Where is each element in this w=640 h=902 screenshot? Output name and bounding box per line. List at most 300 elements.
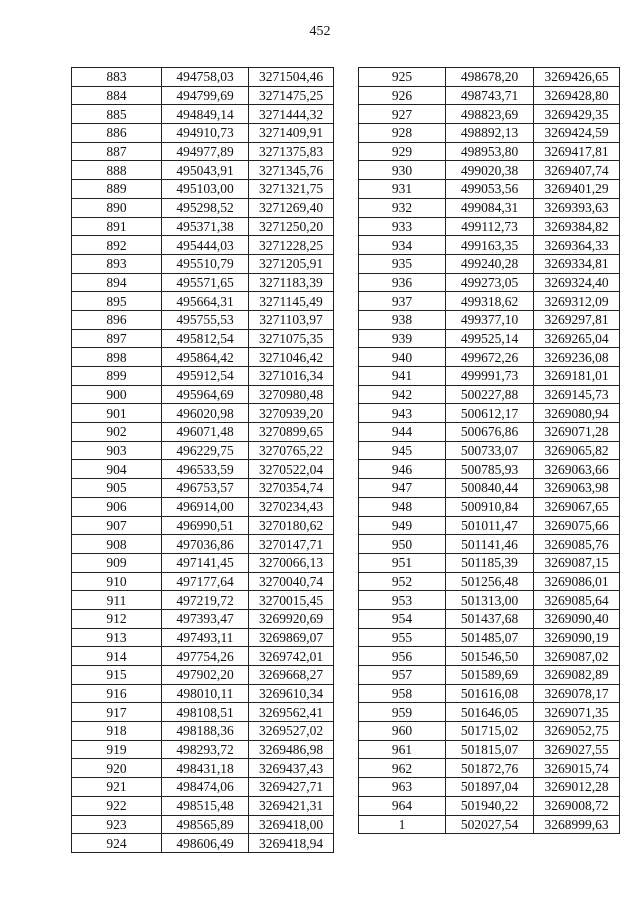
point-number-cell: 883 (72, 68, 162, 87)
y-coordinate-cell: 3269407,74 (534, 161, 620, 180)
table-row (72, 759, 334, 778)
table-row (72, 740, 334, 759)
y-coordinate-cell: 3270234,43 (249, 497, 334, 516)
table-row (359, 591, 620, 610)
point-number-cell: 928 (359, 124, 446, 143)
point-number-cell: 911 (72, 591, 162, 610)
table-row (72, 198, 334, 217)
point-number-cell: 934 (359, 236, 446, 255)
x-coordinate-cell: 494910,73 (162, 124, 249, 143)
table-row (72, 124, 334, 143)
table-row (72, 497, 334, 516)
x-coordinate-cell: 497393,47 (162, 609, 249, 628)
table-row (72, 796, 334, 815)
x-coordinate-cell: 494977,89 (162, 142, 249, 161)
point-number-cell: 905 (72, 479, 162, 498)
point-number-cell: 935 (359, 254, 446, 273)
y-coordinate-cell: 3271075,35 (249, 329, 334, 348)
table-row (359, 815, 620, 834)
y-coordinate-cell: 3269869,07 (249, 628, 334, 647)
table-row (72, 722, 334, 741)
table-row (359, 161, 620, 180)
x-coordinate-cell: 495664,31 (162, 292, 249, 311)
x-coordinate-cell: 501872,76 (446, 759, 534, 778)
y-coordinate-cell: 3271046,42 (249, 348, 334, 367)
x-coordinate-cell: 498606,49 (162, 834, 249, 853)
point-number-cell: 906 (72, 497, 162, 516)
table-row (359, 198, 620, 217)
x-coordinate-cell: 498678,20 (446, 68, 534, 87)
point-number-cell: 909 (72, 553, 162, 572)
y-coordinate-cell: 3269428,80 (534, 86, 620, 105)
table-row (359, 666, 620, 685)
y-coordinate-cell: 3269421,31 (249, 796, 334, 815)
point-number-cell: 922 (72, 796, 162, 815)
y-coordinate-cell: 3269087,15 (534, 553, 620, 572)
point-number-cell: 950 (359, 535, 446, 554)
y-coordinate-cell: 3269920,69 (249, 609, 334, 628)
y-coordinate-cell: 3269086,01 (534, 572, 620, 591)
x-coordinate-cell: 498953,80 (446, 142, 534, 161)
point-number-cell: 925 (359, 68, 446, 87)
point-number-cell: 959 (359, 703, 446, 722)
point-number-cell: 894 (72, 273, 162, 292)
x-coordinate-cell: 501589,69 (446, 666, 534, 685)
table-row (72, 254, 334, 273)
y-coordinate-cell: 3271409,91 (249, 124, 334, 143)
y-coordinate-cell: 3269090,19 (534, 628, 620, 647)
x-coordinate-cell: 500733,07 (446, 441, 534, 460)
y-coordinate-cell: 3269082,89 (534, 666, 620, 685)
y-coordinate-cell: 3269063,98 (534, 479, 620, 498)
x-coordinate-cell: 496753,57 (162, 479, 249, 498)
table-row (72, 553, 334, 572)
x-coordinate-cell: 498108,51 (162, 703, 249, 722)
x-coordinate-cell: 498892,13 (446, 124, 534, 143)
point-number-cell: 912 (72, 609, 162, 628)
table-row (359, 142, 620, 161)
point-number-cell: 964 (359, 796, 446, 815)
point-number-cell: 948 (359, 497, 446, 516)
table-row (359, 441, 620, 460)
x-coordinate-cell: 499318,62 (446, 292, 534, 311)
point-number-cell: 888 (72, 161, 162, 180)
table-row (359, 740, 620, 759)
table-row (359, 703, 620, 722)
point-number-cell: 886 (72, 124, 162, 143)
table-row (72, 628, 334, 647)
y-coordinate-cell: 3271250,20 (249, 217, 334, 236)
y-coordinate-cell: 3269265,04 (534, 329, 620, 348)
point-number-cell: 930 (359, 161, 446, 180)
table-row (72, 815, 334, 834)
x-coordinate-cell: 497219,72 (162, 591, 249, 610)
y-coordinate-cell: 3271345,76 (249, 161, 334, 180)
y-coordinate-cell: 3270980,48 (249, 385, 334, 404)
x-coordinate-cell: 498515,48 (162, 796, 249, 815)
y-coordinate-cell: 3269067,65 (534, 497, 620, 516)
x-coordinate-cell: 495812,54 (162, 329, 249, 348)
y-coordinate-cell: 3269087,02 (534, 647, 620, 666)
table-row (359, 348, 620, 367)
table-row (72, 142, 334, 161)
table-row (72, 404, 334, 423)
point-number-cell: 954 (359, 609, 446, 628)
x-coordinate-cell: 501485,07 (446, 628, 534, 647)
table-row (359, 497, 620, 516)
point-number-cell: 890 (72, 198, 162, 217)
table-row (72, 105, 334, 124)
y-coordinate-cell: 3270066,13 (249, 553, 334, 572)
point-number-cell: 921 (72, 778, 162, 797)
y-coordinate-cell: 3270939,20 (249, 404, 334, 423)
point-number-cell: 887 (72, 142, 162, 161)
x-coordinate-cell: 502027,54 (446, 815, 534, 834)
x-coordinate-cell: 494849,14 (162, 105, 249, 124)
y-coordinate-cell: 3271145,49 (249, 292, 334, 311)
x-coordinate-cell: 499112,73 (446, 217, 534, 236)
x-coordinate-cell: 495864,42 (162, 348, 249, 367)
table-row (359, 759, 620, 778)
table-row (72, 516, 334, 535)
x-coordinate-cell: 498431,18 (162, 759, 249, 778)
y-coordinate-cell: 3270147,71 (249, 535, 334, 554)
point-number-cell: 893 (72, 254, 162, 273)
x-coordinate-cell: 499053,56 (446, 180, 534, 199)
y-coordinate-cell: 3269418,00 (249, 815, 334, 834)
y-coordinate-cell: 3269012,28 (534, 778, 620, 797)
x-coordinate-cell: 499273,05 (446, 273, 534, 292)
point-number-cell: 1 (359, 815, 446, 834)
table-row (72, 68, 334, 87)
x-coordinate-cell: 499240,28 (446, 254, 534, 273)
point-number-cell: 941 (359, 367, 446, 386)
point-number-cell: 899 (72, 367, 162, 386)
x-coordinate-cell: 498743,71 (446, 86, 534, 105)
y-coordinate-cell: 3271444,32 (249, 105, 334, 124)
point-number-cell: 892 (72, 236, 162, 255)
table-row (359, 722, 620, 741)
point-number-cell: 957 (359, 666, 446, 685)
y-coordinate-cell: 3269418,94 (249, 834, 334, 853)
x-coordinate-cell: 501646,05 (446, 703, 534, 722)
x-coordinate-cell: 501141,46 (446, 535, 534, 554)
point-number-cell: 940 (359, 348, 446, 367)
point-number-cell: 895 (72, 292, 162, 311)
x-coordinate-cell: 495298,52 (162, 198, 249, 217)
y-coordinate-cell: 3269610,34 (249, 684, 334, 703)
y-coordinate-cell: 3269236,08 (534, 348, 620, 367)
y-coordinate-cell: 3271269,40 (249, 198, 334, 217)
table-row (72, 441, 334, 460)
y-coordinate-cell: 3269090,40 (534, 609, 620, 628)
x-coordinate-cell: 500785,93 (446, 460, 534, 479)
x-coordinate-cell: 501815,07 (446, 740, 534, 759)
y-coordinate-cell: 3270015,45 (249, 591, 334, 610)
y-coordinate-cell: 3269364,33 (534, 236, 620, 255)
x-coordinate-cell: 500676,86 (446, 423, 534, 442)
x-coordinate-cell: 501011,47 (446, 516, 534, 535)
y-coordinate-cell: 3269145,73 (534, 385, 620, 404)
x-coordinate-cell: 501715,02 (446, 722, 534, 741)
x-coordinate-cell: 495371,38 (162, 217, 249, 236)
x-coordinate-cell: 499991,73 (446, 367, 534, 386)
table-row (72, 460, 334, 479)
y-coordinate-cell: 3271228,25 (249, 236, 334, 255)
y-coordinate-cell: 3269426,65 (534, 68, 620, 87)
point-number-cell: 910 (72, 572, 162, 591)
y-coordinate-cell: 3269078,17 (534, 684, 620, 703)
point-number-cell: 897 (72, 329, 162, 348)
point-number-cell: 919 (72, 740, 162, 759)
x-coordinate-cell: 500910,84 (446, 497, 534, 516)
x-coordinate-cell: 497493,11 (162, 628, 249, 647)
table-row (72, 161, 334, 180)
x-coordinate-cell: 496071,48 (162, 423, 249, 442)
table-row (72, 329, 334, 348)
table-row (359, 180, 620, 199)
table-row (359, 217, 620, 236)
point-number-cell: 956 (359, 647, 446, 666)
table-row (72, 703, 334, 722)
point-number-cell: 891 (72, 217, 162, 236)
point-number-cell: 953 (359, 591, 446, 610)
point-number-cell: 960 (359, 722, 446, 741)
table-row (359, 460, 620, 479)
y-coordinate-cell: 3269486,98 (249, 740, 334, 759)
table-row (359, 404, 620, 423)
y-coordinate-cell: 3269437,43 (249, 759, 334, 778)
y-coordinate-cell: 3269065,82 (534, 441, 620, 460)
y-coordinate-cell: 3269427,71 (249, 778, 334, 797)
y-coordinate-cell: 3271375,83 (249, 142, 334, 161)
point-number-cell: 898 (72, 348, 162, 367)
x-coordinate-cell: 500612,17 (446, 404, 534, 423)
table-row (359, 254, 620, 273)
x-coordinate-cell: 499084,31 (446, 198, 534, 217)
x-coordinate-cell: 498010,11 (162, 684, 249, 703)
x-coordinate-cell: 495510,79 (162, 254, 249, 273)
point-number-cell: 962 (359, 759, 446, 778)
x-coordinate-cell: 498293,72 (162, 740, 249, 759)
table-row (359, 105, 620, 124)
point-number-cell: 902 (72, 423, 162, 442)
point-number-cell: 923 (72, 815, 162, 834)
y-coordinate-cell: 3271321,75 (249, 180, 334, 199)
x-coordinate-cell: 496020,98 (162, 404, 249, 423)
y-coordinate-cell: 3269015,74 (534, 759, 620, 778)
y-coordinate-cell: 3269668,27 (249, 666, 334, 685)
x-coordinate-cell: 494758,03 (162, 68, 249, 87)
table-row (72, 236, 334, 255)
page-number: 452 (309, 24, 331, 39)
y-coordinate-cell: 3269384,82 (534, 217, 620, 236)
table-row (72, 423, 334, 442)
x-coordinate-cell: 501897,04 (446, 778, 534, 797)
table-row (72, 647, 334, 666)
x-coordinate-cell: 501546,50 (446, 647, 534, 666)
y-coordinate-cell: 3269393,63 (534, 198, 620, 217)
y-coordinate-cell: 3269334,81 (534, 254, 620, 273)
table-row (359, 367, 620, 386)
y-coordinate-cell: 3271103,97 (249, 310, 334, 329)
y-coordinate-cell: 3269401,29 (534, 180, 620, 199)
point-number-cell: 908 (72, 535, 162, 554)
y-coordinate-cell: 3270354,74 (249, 479, 334, 498)
table-row (72, 86, 334, 105)
x-coordinate-cell: 497902,20 (162, 666, 249, 685)
y-coordinate-cell: 3269027,55 (534, 740, 620, 759)
table-row (359, 423, 620, 442)
table-row (72, 217, 334, 236)
y-coordinate-cell: 3270522,04 (249, 460, 334, 479)
y-coordinate-cell: 3269052,75 (534, 722, 620, 741)
x-coordinate-cell: 501437,68 (446, 609, 534, 628)
point-number-cell: 933 (359, 217, 446, 236)
x-coordinate-cell: 498823,69 (446, 105, 534, 124)
point-number-cell: 915 (72, 666, 162, 685)
y-coordinate-cell: 3269297,81 (534, 310, 620, 329)
point-number-cell: 904 (72, 460, 162, 479)
y-coordinate-cell: 3269742,01 (249, 647, 334, 666)
point-number-cell: 936 (359, 273, 446, 292)
y-coordinate-cell: 3271504,46 (249, 68, 334, 87)
table-row (359, 572, 620, 591)
x-coordinate-cell: 495571,65 (162, 273, 249, 292)
y-coordinate-cell: 3269071,35 (534, 703, 620, 722)
point-number-cell: 918 (72, 722, 162, 741)
point-number-cell: 917 (72, 703, 162, 722)
x-coordinate-cell: 494799,69 (162, 86, 249, 105)
point-number-cell: 926 (359, 86, 446, 105)
point-number-cell: 942 (359, 385, 446, 404)
point-number-cell: 889 (72, 180, 162, 199)
table-row (359, 86, 620, 105)
y-coordinate-cell: 3271183,39 (249, 273, 334, 292)
table-row (359, 273, 620, 292)
point-number-cell: 944 (359, 423, 446, 442)
table-row (72, 666, 334, 685)
table-row (72, 310, 334, 329)
table-row (359, 124, 620, 143)
point-number-cell: 963 (359, 778, 446, 797)
y-coordinate-cell: 3270040,74 (249, 572, 334, 591)
y-coordinate-cell: 3269424,59 (534, 124, 620, 143)
y-coordinate-cell: 3269071,28 (534, 423, 620, 442)
point-number-cell: 958 (359, 684, 446, 703)
point-number-cell: 949 (359, 516, 446, 535)
point-number-cell: 885 (72, 105, 162, 124)
table-row (72, 535, 334, 554)
x-coordinate-cell: 495043,91 (162, 161, 249, 180)
point-number-cell: 947 (359, 479, 446, 498)
point-number-cell: 945 (359, 441, 446, 460)
x-coordinate-cell: 496990,51 (162, 516, 249, 535)
point-number-cell: 914 (72, 647, 162, 666)
table-row (72, 367, 334, 386)
point-number-cell: 907 (72, 516, 162, 535)
table-row (359, 628, 620, 647)
table-row (72, 273, 334, 292)
point-number-cell: 939 (359, 329, 446, 348)
x-coordinate-cell: 501940,22 (446, 796, 534, 815)
y-coordinate-cell: 3269080,94 (534, 404, 620, 423)
x-coordinate-cell: 498565,89 (162, 815, 249, 834)
table-row (359, 292, 620, 311)
x-coordinate-cell: 498188,36 (162, 722, 249, 741)
table-row (359, 778, 620, 797)
point-number-cell: 913 (72, 628, 162, 647)
x-coordinate-cell: 501616,08 (446, 684, 534, 703)
y-coordinate-cell: 3269562,41 (249, 703, 334, 722)
x-coordinate-cell: 496914,00 (162, 497, 249, 516)
table-row (72, 385, 334, 404)
point-number-cell: 961 (359, 740, 446, 759)
table-row (72, 591, 334, 610)
point-number-cell: 938 (359, 310, 446, 329)
y-coordinate-cell: 3271016,34 (249, 367, 334, 386)
y-coordinate-cell: 3269312,09 (534, 292, 620, 311)
point-number-cell: 932 (359, 198, 446, 217)
x-coordinate-cell: 499163,35 (446, 236, 534, 255)
y-coordinate-cell: 3270180,62 (249, 516, 334, 535)
point-number-cell: 943 (359, 404, 446, 423)
y-coordinate-cell: 3269085,64 (534, 591, 620, 610)
point-number-cell: 900 (72, 385, 162, 404)
point-number-cell: 884 (72, 86, 162, 105)
y-coordinate-cell: 3269085,76 (534, 535, 620, 554)
point-number-cell: 920 (72, 759, 162, 778)
x-coordinate-cell: 498474,06 (162, 778, 249, 797)
x-coordinate-cell: 499020,38 (446, 161, 534, 180)
x-coordinate-cell: 495103,00 (162, 180, 249, 199)
table-row (72, 834, 334, 853)
y-coordinate-cell: 3268999,63 (534, 815, 620, 834)
table-row (359, 647, 620, 666)
coordinates-table-right (358, 67, 620, 834)
y-coordinate-cell: 3269527,02 (249, 722, 334, 741)
table-row (72, 348, 334, 367)
x-coordinate-cell: 495755,53 (162, 310, 249, 329)
table-row (72, 292, 334, 311)
table-row (359, 535, 620, 554)
point-number-cell: 896 (72, 310, 162, 329)
point-number-cell: 951 (359, 553, 446, 572)
table-row (359, 68, 620, 87)
table-row (359, 310, 620, 329)
x-coordinate-cell: 497754,26 (162, 647, 249, 666)
x-coordinate-cell: 497177,64 (162, 572, 249, 591)
y-coordinate-cell: 3270899,65 (249, 423, 334, 442)
y-coordinate-cell: 3269063,66 (534, 460, 620, 479)
table-row (359, 553, 620, 572)
x-coordinate-cell: 500840,44 (446, 479, 534, 498)
table-row (72, 778, 334, 797)
table-row (359, 609, 620, 628)
x-coordinate-cell: 499525,14 (446, 329, 534, 348)
y-coordinate-cell: 3269181,01 (534, 367, 620, 386)
table-row (359, 236, 620, 255)
y-coordinate-cell: 3269075,66 (534, 516, 620, 535)
point-number-cell: 924 (72, 834, 162, 853)
x-coordinate-cell: 497141,45 (162, 553, 249, 572)
point-number-cell: 929 (359, 142, 446, 161)
x-coordinate-cell: 501256,48 (446, 572, 534, 591)
y-coordinate-cell: 3269008,72 (534, 796, 620, 815)
y-coordinate-cell: 3269429,35 (534, 105, 620, 124)
point-number-cell: 937 (359, 292, 446, 311)
table-row (72, 572, 334, 591)
